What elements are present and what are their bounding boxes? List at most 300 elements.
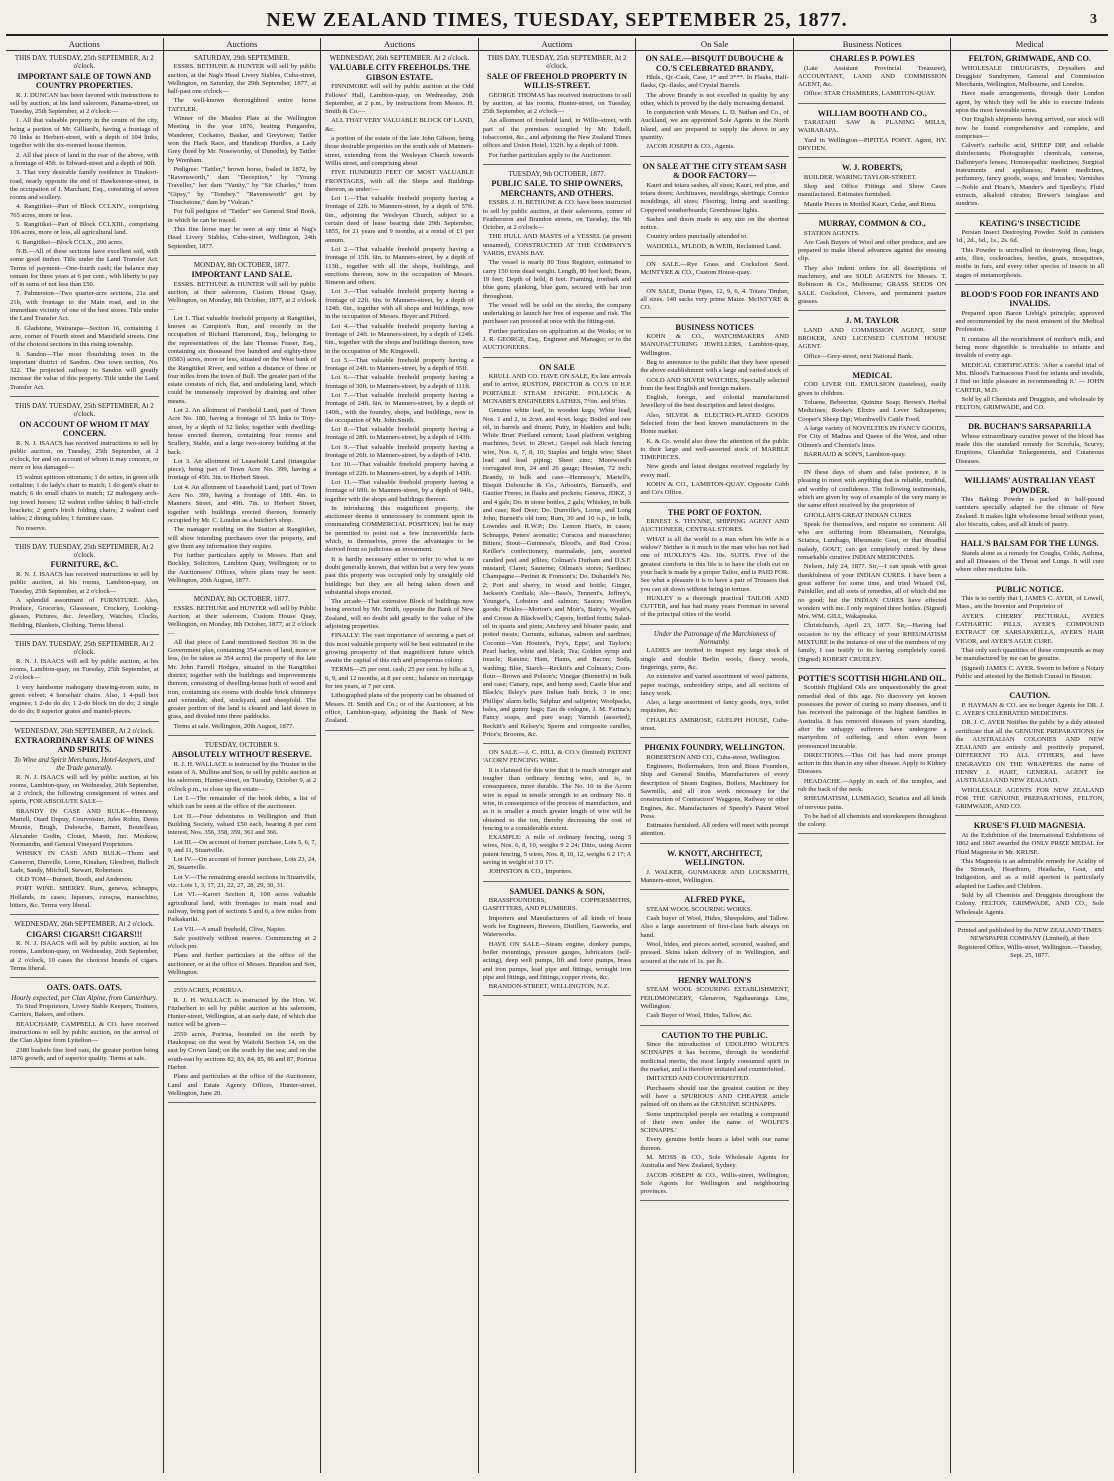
ad-paragraph: Hhds., Qr.-Cask, Case, 1* and 3***. In Flasks, Half-flasks, Qr.-flasks, and Crystal Barrels. bbox=[640, 74, 789, 90]
ad-paragraph: That only such quantities of these compounds as may be manufactured by me can be genuine. bbox=[955, 646, 1105, 663]
ad-paragraph: P. HAYMAN & CO. are no longer Agents for DR. J. C. AYER'S CELEBRATED MEDICINES. bbox=[955, 701, 1105, 717]
ad-paragraph: STATION AGENTS. bbox=[803, 229, 860, 237]
ad-paragraph: For further particulars apply to the Auctioneer. bbox=[488, 151, 612, 159]
ad-paragraph: Lot VI.—Karori Section 8, 100 acres valuable agricultural land, with frontages to main road and railway, being part of sections 5 and 6, a few miles from Paikakariki. bbox=[167, 891, 317, 924]
ad-paragraph: BARRAUD & SON'S, Lambton-quay. bbox=[803, 450, 906, 458]
advertisement bbox=[10, 54, 159, 397]
ad-paragraph: For further particulars apply to Messrs. Hart and Buckley, Solicitors, Lambton Quay, Wellington; or to the Auctioneers' Offices, where plans may be seen. Wellington, 20th August, 1877. bbox=[167, 552, 317, 585]
ad-paragraph: FIVE HUNDRED FEET OF MOST VALUABLE FRONTAGES, with all the Shops and Buildings thereon, as under:— bbox=[325, 169, 474, 193]
ad-paragraph: Purchasers should use the greatest caution or they will have a SPURIOUS AND CHEAPER article palmed off on them as the GENUINE SCHNAPPS. bbox=[640, 1084, 789, 1109]
ad-paragraph: Lot 4.—That valuable freehold property having a frontage of 24ft. to Manners-street, by a depth of 124ft. 6in., together with the shops and buildings thereon, now in the occupation of Mr. Kingswell. bbox=[325, 322, 474, 355]
ad-paragraph: IN these days of sham and false pretence, it is pleasing to meet with anything that is reliable, truthful, and worthy of confidence. The following testimonials, which are given by way of example of the very many to the same effect received by the proprietor of bbox=[797, 469, 947, 510]
column-3 bbox=[321, 38, 479, 1473]
advertisement bbox=[640, 630, 789, 739]
ad-heading: ABSOLUTELY WITHOUT RESERVE. bbox=[171, 750, 312, 760]
ad-heading: WILLIAM BOOTH AND CO., bbox=[817, 108, 927, 118]
ad-heading: DR. BUCHAN'S SARSAPARILLA bbox=[968, 422, 1092, 432]
advertisement bbox=[483, 54, 632, 165]
ad-date: TUESDAY, 9th OCTOBER, 1877. bbox=[508, 169, 606, 178]
ad-paragraph: This Powder is unrivalled in destroying fleas, bugs, ants, flies, cockroaches, beetles, gnats, mosquitoes, moths in furs, and every other species of insects in all stages of metamorphosis. bbox=[955, 246, 1105, 279]
ad-paragraph: 1. All that valuable property in the centre of the city, being a portion of Mr. Gilliard's, having a frontage of 70 links to Herbert-street, with a depth of 104 links, together with the six-roomed house thereon. bbox=[10, 117, 159, 150]
ad-paragraph: 2559 acres, Porirua, bounded on the north by Haukopua; on the west by Waitohi Section 14, on the east by Crown land; on the south by the sea; and on the south-east by sections 82, 83, 84, 85, 86 and 87, Porirua Harbor. bbox=[167, 1030, 317, 1071]
ad-subheading: Under the Patronage of the Marchioness of Normanby. bbox=[653, 629, 776, 647]
columns bbox=[6, 38, 1108, 1473]
ad-paragraph: BEAUCHAMP, CAMPBELL & CO. have received instructions to sell by public auction, on the arrival of the Clan Alpine from Lyttelton— bbox=[10, 1020, 159, 1045]
ad-paragraph: HEADACHE.—Apply in each of the temples, and rub the back of the neck. bbox=[797, 777, 947, 793]
ad-paragraph: An allotment of freehold land, in Willis-street, with part of the premises occupied by Mr. Eskell, tobacconist, &c., and adjoining the New Zealand Times offices and Union Hotel, 132ft. by a depth of 100ft. bbox=[482, 117, 632, 150]
advertisement bbox=[640, 895, 789, 971]
ad-paragraph: In conjunction with Messrs. L. D. Nathan and Co., of Auckland, we are appointed Sole Agents in the North Island, and are prepared to supply the above in any quantity. bbox=[640, 109, 789, 142]
advertisement bbox=[640, 162, 789, 256]
ad-date: WEDNESDAY, 26th SEPTEMBER. At 2 o'clock. bbox=[329, 54, 470, 62]
ad-paragraph: This fine horse may be seen at any time at Nag's Head Livery Stables, Cuba-street, Wellington, 24th September, 1877. bbox=[167, 225, 317, 250]
advertisement bbox=[955, 422, 1104, 471]
ad-paragraph: R. J. H. WALLACE is instructed by the Hon. W. Fitzherbert to sell by public auction at his saleroom, Hunter-street, Wellington, at an early date, of which due notice will be given— bbox=[167, 996, 317, 1029]
ad-paragraph: Also, SILVER & ELECTRO-PLATED GOODS Selected from the best known manufacturers in the Home market. bbox=[640, 411, 789, 436]
ad-paragraph: Lot 1. That valuable freehold property at Rangitikei, known as Campion's Run, and recently in the occupation of Richard Hammond, Esq., belonging to the representatives of the late Thomas Fraser, Esq., containing six thousand five hundred and eighty-three (6583) acres, more or less, situated on the West bank of the Rangitikei River, and within a distance of three or four miles from the town of Bull. The greater part of the estate consists of rich, flat, and undulating land, which could be immensely improved by draining and other means. bbox=[167, 314, 317, 405]
ad-paragraph: Lot 3.—That valuable freehold property having a frontage of 22ft. 6in. to Manners-street, by a depth of 124ft. 6in., together with all shops and buildings, now in the occupation of Messrs. Heyer and Pitford. bbox=[325, 288, 474, 321]
ad-paragraph: ROBERTSON AND CO., Cuba-street, Wellington. bbox=[646, 753, 781, 761]
top-rule bbox=[6, 34, 1108, 36]
ad-paragraph: R. J. DUNCAN has been favored with instructions to sell by auction, at his land saleroom, Panama-street, on Tuesday, 25th September, at 2 o'clock:— bbox=[10, 91, 159, 116]
column-heading: Business Notices bbox=[794, 38, 951, 51]
ad-paragraph: KRULL AND CO. HAVE ON SALE, Ex late arrivals and to arrive, RUSTON, PROCTOR & CO.'S 10 H.P. PORTABLE STEAM ENGINE. POLLOCK & MCNABB'S ENGINEERS LATHES, 7½in. and 9½in. bbox=[482, 373, 632, 405]
ad-paragraph: Lot I.—The remainder of the book debts, a list of which can be seen at the office of the auctioneer. bbox=[167, 795, 317, 811]
ad-paragraph: RHEUMATISM, LUMBAGO, Sciatica and all kinds of nervous pains. bbox=[797, 795, 947, 811]
advertisement bbox=[10, 983, 159, 1068]
ad-heading: ON SALE bbox=[539, 362, 575, 372]
ad-paragraph: WHOLESALE DRUGGISTS, Drysalters and Druggists' Sundrymen, General and Commission Merchants, Wellington, Melbourne, and London. bbox=[955, 64, 1105, 89]
ad-heading: FURNITURE, &C. bbox=[50, 560, 119, 570]
advertisement bbox=[483, 363, 632, 745]
ad-paragraph: Cash buyer of Wool, Hides, Sheepskins, and Tallow. Also a large assortment of first-class bark always on hand. bbox=[640, 915, 789, 939]
column-1 bbox=[6, 38, 164, 1473]
advertisement bbox=[483, 749, 632, 881]
ad-paragraph: EXAMPLE: A mile of ordinary fencing, using 5 wires, Nos. 6, 8, 10, weighs 9 2 24; Ditto, using Acorn patent fencing, 5 wires, Nos. 8, 10, 12, weighs 6 2 17; A saving in weight of 3 0 17. bbox=[482, 834, 632, 867]
ad-paragraph: To be had of all chemists and storekeepers throughout the colony. bbox=[797, 812, 947, 829]
ad-date: THIS DAY. TUESDAY, 25th SEPTEMBER, At 2 o'clock. bbox=[14, 54, 154, 71]
ad-paragraph: AYER'S CHERRY PECTORAL, AYER'S CATHARTIC PILLS, AYER'S COMPOUND EXTRACT OF SARSAPARILLA, AYER'S HAIR VIGOR, and AYER'S AGUE CURE. bbox=[955, 612, 1105, 645]
ad-paragraph: Importers and Manufacturers of all kinds of brass work for Engineers, Brewers, Distillers, Gasworks, and Waterworks. bbox=[482, 914, 632, 939]
advertisement bbox=[955, 821, 1104, 921]
ad-heading: MURRAY, COMMON & CO., bbox=[818, 219, 926, 229]
ad-paragraph: Pedigree: "Tattler," brown horse, foaled in 1872, by "Ravensworth," dam "Deception," by "Young Traveller," her dam "Vanity," by "Sir Charles," from "Gipsy," by "Tombey." "Ravensworth" got by "Touchstone," dam by "Vulcan." bbox=[167, 165, 317, 207]
ad-heading: HALL'S BALSAM FOR THE LUNGS. bbox=[960, 539, 1099, 549]
advertisement bbox=[798, 674, 947, 835]
ad-heading: KEATING'S INSECTICIDE bbox=[979, 218, 1081, 228]
ad-paragraph: Lot 2. An allotment of Freehold Land, part of Town Acre No. 180, having a frontage of 55 links to Tory-street, by a depth of 52 links; together with dwelling-house erected thereon, containing four rooms and Scullery, Stable, and a large two-storey building at the back. bbox=[167, 407, 317, 456]
ad-paragraph: New goods and latest designs received regularly by every mail. bbox=[640, 463, 789, 479]
column-5 bbox=[636, 38, 794, 1473]
ad-paragraph: KOHN & CO., LAMBTON-QUAY. Opposite Cobb and Co's Office. bbox=[640, 481, 789, 497]
ad-paragraph: Stands alone as a remedy for Coughs, Colds, Asthma, and all Diseases of the Throat and Lungs. It will cure where other medicine fails. bbox=[955, 549, 1105, 574]
ad-paragraph: Some unprincipled people are retailing a compound of their own under the name of 'WOLFE'S SCHNAPPS.' bbox=[640, 1110, 789, 1135]
ad-paragraph: Also, a large assortment of fancy goods, toys, toilet requisites, &c. bbox=[640, 699, 789, 715]
advertisement bbox=[798, 469, 947, 669]
advertisement bbox=[798, 163, 947, 214]
ad-paragraph: Genuine white lead, in wooden kegs; White lead, Nos. 1 and 2, in 2cwt. and 4cwt. kegs; Boiled and raw oil, in barrels and drums; Putty, in bladders and bulk; White Brun' Portland cement; Lead platform weighing machines, 5cwt. to 20cwt.; Gospel oak black fencing wire, Nos. 6, 7, 8, 10; Staples and bright wire; Sheet lead and lead piping; Sheet zinc; Morewood's corrugated iron, 24 and 26 gauge; Hessian, 72 inch; Brandy, in bulk and case—Hennessy's, Martell's, Bisquit Dubouche & Co., Arbouin's, Barnard's, and Gautier Freres; in flasks and pockets; Geneva, JDKZ, 3 and 4 gals; Do. in stone bottles, 2 gals; Whiskey, in bulk and case; Red Deer; Do. Dunville's, Lorne, and Long John; Burnett's old tom; Rum, 30 and 10 o.p., in bulk, Lowndes and R.W.P.; Do. Lemon Hart's, in cases; Schnapps, Peters' aromatic; Curacoa and maraschino; Bitters; Stout—Guinness's, Blood's, and Red Cross; Keiller's confectionery, marmalade, jam, assorted candied peel and jellies; Colman's Durham and D.S.F. mustard; Claret; Sauterne; Oilman's stores; Sardines; Champagne—Perinet & Fromont's; Do. Duhardel's No. 2; Port and sherry, in wood and bottle; Ginger, Jackson's Cordials; Ale—Bass's, Tennent's, Jeffrey's, Younger's, Lobsters and salmon; Sauces; Woollen goods; Pickles—Morton's and Moir's, Batty's, Wyatt's, and Crosse & Blackwell's; Capers, bottled fruits; Salad-oil in quarts and pints; Anchovy and bloater paste, and potted meats; Currants, sultanas, salmon and sardines; Coconut—Van Houten's, Fry's, Epps', and Taylor's; Pearl barley, white and black; Tea; Golden syrup and treacle; Raisins; Ham, Hams, and Bacon; Soda, washing; Blue, Starch—Reckitt's and Colman's; Corn-flour—Brown and Polson's; Vinegar (Burnett's) in bulk and case; Canary, rape, and hemp seed; Castle blue and Black's; Ilsley's pure Indian bath brick, 3 in one; Phillips' alarm bells; Sulphur and saltpetre; Woolpacks, bales, and gunny bags; Eau de cologne, J. M. Farina's; Fancy soaps, and pure soap; Varnish (assorted), Reckitt's and Kelsey's; Sperm and composite candles, Price's; Brooms, &c. bbox=[482, 407, 632, 738]
ad-paragraph: Toluene, Bebeerine, Quinine Soap; Brown's Herbal Medicines; Rooke's Elixirs and Lever Saltzapenes; Cooper's Sheep Dip; Wombwell's Cattle Food. bbox=[797, 399, 947, 423]
ad-date: TUESDAY, OCTOBER 9. bbox=[204, 741, 279, 750]
advertisement bbox=[640, 743, 789, 843]
ad-paragraph: No reserve. bbox=[16, 524, 47, 532]
ad-paragraph: Lot 8.—That valuable freehold property having a frontage of 28ft. to Manners-street, by a depth of 143ft. bbox=[325, 426, 474, 442]
ad-paragraph: FINALLY: The vast importance of securing a part of this most valuable property will be best estimated in the growing prosperity of that magnificent future which awaits the capital of this rich and prosperous colony. bbox=[325, 632, 474, 665]
ad-paragraph: Lot 5.—That valuable freehold property having a frontage of 24ft. to Manners-street, by a depth of 95ft. bbox=[325, 356, 474, 373]
ad-paragraph: TERMS—25 per cent. cash; 25 per cent. by bills at 3, 6, 9, and 12 months, at 8 per cent.; balance on mortgage for ten years, at 7 per cent. bbox=[325, 666, 474, 691]
ad-paragraph: Sale positively without reserve. Commencing at 2 o'clock pm. bbox=[167, 934, 317, 951]
advertisement bbox=[10, 640, 159, 722]
ad-paragraph: JOHNSTON & CO., Importers. bbox=[488, 868, 573, 876]
ad-paragraph: Every genuine bottle bears a label with our name thereon. bbox=[640, 1136, 789, 1152]
ad-paragraph: A large variety of NOVELTIES IN FANCY GOODS, For City of Madras and Queen of the West, and other Oilmen's and Chemist's lines. bbox=[797, 424, 947, 449]
ad-paragraph: An extensive and varied assortment of wool patterns, paper tracings, embroidery strips, and all sections of fancy work. bbox=[640, 673, 789, 697]
advertisement bbox=[640, 976, 789, 1026]
ad-paragraph: N.B.—All of these sections have excellent soil, with some good timber. Title under the Land Transfer Act. Terms of payment—One-fourth cash; the balance may remain for three years at 6 per cent., with liberty to pay off in sums of not less than £50. bbox=[10, 247, 159, 289]
ad-paragraph: WHOLESALE AGENTS FOR NEW ZEALAND FOR THE GENUINE PREPARATIONS, FELTON, GRIMWADE, AND CO. bbox=[955, 786, 1105, 811]
ad-paragraph: Sold by all Chemists and Druggists throughout the Colony. FELTON, GRIMWADE, AND CO., Sole Wholesale Agents. bbox=[955, 892, 1105, 916]
ad-paragraph: R. N. J. ISAACS has received instructions to sell by public auction, on Tuesday, 25th September, at 2 o'clock, for and on account of whom it may concern, or more or less damaged— bbox=[10, 439, 159, 472]
ad-paragraph: Plans and further particulars at the office of the auctioneer, or at the office of Messrs. Brandon and Son, Wellington. bbox=[167, 952, 317, 976]
advertisement bbox=[168, 987, 317, 1103]
ad-heading: POTTIE'S SCOTTISH HIGHLAND OIL. bbox=[798, 673, 947, 683]
ad-paragraph: 4. Rangitikei—Part of Block CCLXIV., comprising 765 acres, more or less. bbox=[10, 203, 159, 219]
ad-paragraph: Lot 3. An allotment of Leasehold Land (triangular piece), being part of Town Acre No. 399, having a frontage of 45ft. 3in. to Herbert Street. bbox=[167, 457, 317, 482]
ad-paragraph: K. & Co. would also draw the attention of the public to their large and well-assorted stock of MARBLE TIMEPIECES. bbox=[640, 437, 789, 462]
ad-paragraph: Whose extraordinary curative power of the blood has made this the standard remedy for Scrofula, Scurvy, Eruptions, Glandular Enlargements, and Cutaneous Diseases. bbox=[955, 432, 1105, 465]
ad-paragraph: For full pedigree of "Tattler" see General Stud Book, in which he can be traced. bbox=[167, 208, 317, 224]
ad-paragraph: BRANDY IN CASE AND BULK—Hennessy, Martell, Otard Dupuy, Courvoisier, Jules Robin, Denis Mounie, Brugh, Dubouche, Barnett, Boutelleau, Alexander Godin, Clouet, Marett, Jno. Meukow, Normandin, and General Vineyard Proprietors. bbox=[10, 807, 159, 848]
ad-paragraph: Lot 6.—That valuable freehold property having a frontage of 30ft. to Manners-street, by a depth of 111ft. bbox=[325, 374, 474, 390]
advertisement bbox=[168, 261, 317, 590]
ad-paragraph: Our English shipments having arrived, our stock will now be found comprehensive and complete, and comprises— bbox=[955, 116, 1105, 140]
ad-heading: W. KNOTT, ARCHITECT, WELLINGTON. bbox=[667, 848, 763, 868]
ad-paragraph: GEORGE THOMAS has received instructions to sell by auction, at his rooms, Hunter-street, on Tuesday, 25th September, at 2 o'clock— bbox=[482, 91, 632, 116]
ad-paragraph: R. N. J. ISAACS will sell by public auction, at his rooms, Lambton-quay, on Wednesday, 26th September, at 2 o'clock, the following consignment of wines and spirits, FOR ABSOLUTE SALE— bbox=[10, 773, 159, 806]
ad-date: WEDNESDAY, 26th SEPTEMBER, At 2 o'clock. bbox=[14, 726, 155, 735]
ad-paragraph: OLD TOM—Burnett, Booth, and Anderson. bbox=[16, 876, 133, 884]
ad-paragraph: Speak for themselves, and require no comment. All who are suffering from Rheumatism, Neuralgia, Sciatica, Lumbago, Rheumatic Gout, or that dreadful malady, GOUT, can get completely cured by these remarkable curative INDIAN MEDICINES. bbox=[797, 520, 947, 562]
advertisement bbox=[640, 288, 789, 318]
ad-paragraph: Lot 2.—That valuable freehold property having a frontage of 15ft. 6in. to Manners-street, by a depth of 113ft., together with all the shops, buildings, and erections thereon, now in the occupation of Messrs. Simeon and others. bbox=[325, 245, 474, 287]
ad-paragraph: A splendid assortment of FURNITURE. Also, Produce, Groceries, Glassware, Crockery, Looking-glasses, Pictures, &c. Jewellery, Watches, Clocks, Bedding, Blankets, Clothing. Terms liberal. bbox=[10, 596, 159, 629]
ad-paragraph: ESSRS. BETHUNE and HUNTER will sell by Public Auction, at their saleroom, Custom House Quay, Wellington, on Monday, 8th October, 1877, at 2 o'clock— bbox=[167, 604, 317, 637]
ad-paragraph: Sold by all Chemists and Druggists, and wholesale by FELTON, GRIMWADE, and CO. bbox=[955, 395, 1105, 412]
ad-paragraph: Scottish Highland Oils are unquestionably the great remedial deal of this age. No discovery yet known possesses the power of curing so many diseases, and it has received the patronage of the highest families in Australia. It has removed diseases of years standing, after the unhappy sufferers have undergone a martyrdom of suffering, and often even been pronounced incurable. bbox=[797, 684, 947, 750]
advertisement bbox=[955, 290, 1104, 418]
ad-heading: PUBLIC SALE. TO SHIP OWNERS, MERCHANTS, AND OTHERS. bbox=[491, 179, 623, 198]
ad-paragraph: Kauri and totara sashes, all sizes; Kauri, red pine, and totara doors; Architraves, mouldings, skirtings; Cornice mouldings, all sizes; Flooring, lining and scantling; Coppered weatherboards; Greenhouse lights. bbox=[640, 181, 789, 214]
ad-paragraph: PORT WINE. SHERRY. Rum, geneva, schnapps, Hollands, in cases; liqueurs, curaçoa, maraschino, bitters, &c. Terms very liberal. bbox=[10, 885, 159, 910]
ad-paragraph: It is claimed for this wire that it is much stronger and tougher than ordinary fencing wire, and is, in consequence, more durable. The No. 10 in the Acorn wire is equal in tensile strength to an ordinary No. 8 wire, in consequence of the process of manufacture, and as it is smaller a much greater length of wire will be obtained to the ton, thereby decreasing the cost of fencing to a considerable extent. bbox=[482, 766, 632, 832]
ad-paragraph: Nelson, July 24, 1877. Sir,—I can speak with great thankfulness of your INDIAN CURES. I have been a great sufferer for some time, and tried Wizard Oil, Painkiller, and all sorts of remedies, all of which did me no good; but the INDIAN CURES have effected wonders with me. I only required three bottles. (Signed) Mrs. WM. GILL, Wakapuaka. bbox=[797, 563, 947, 621]
ad-paragraph: 2559 ACRES, PORIRUA. bbox=[173, 987, 244, 995]
advertisement bbox=[640, 54, 789, 157]
ad-paragraph: 3. That very desirable family residence in Tinakori-road, nearly opposite the end of Hawkestone-street, in the occupation of J. Marchant, Esq., consisting of seven rooms and scullery. bbox=[10, 169, 159, 202]
ad-paragraph: GHOLLAH'S GREAT INDIAN CURES bbox=[803, 511, 912, 519]
ad-heading: WILLIAMS' AUSTRALIAN YEAST POWDER. bbox=[964, 476, 1096, 495]
ad-paragraph: Lot 11.—That valuable freehold property having a frontage of 69ft. to Manners-street, by a depth of 94ft., together with the shops and buildings thereon. bbox=[325, 478, 474, 503]
column-heading: Auctions bbox=[479, 38, 636, 51]
ad-heading: PHŒNIX FOUNDRY, WELLINGTON. bbox=[644, 743, 785, 753]
ad-paragraph: ALL THAT VERY VALUABLE BLOCK OF LAND, &c. bbox=[325, 117, 474, 133]
ad-paragraph: IMITATED AND COUNTERFEITED. bbox=[646, 1075, 750, 1083]
ad-paragraph: Lot IV.—On account of former purchase, Lots 23, 24, 26, Stuartville. bbox=[167, 856, 317, 872]
ad-paragraph: KOHN & CO., WATCHMAKERS AND MANUFACTURING JEWELLERS, Lambton-quay, Wellington. bbox=[640, 333, 789, 357]
ad-paragraph: TARATAHI SAW & PLANING MILLS, WAIRARAPA. bbox=[797, 119, 947, 135]
ad-paragraph: Sashes and doors made to any size on the shortest notice. bbox=[640, 215, 789, 232]
ad-paragraph: Winner of the Maiden Plate at the Wellington Meeting in the year 1876, beating Pungarehu, Wanderer, Cockatoo, Baskar, and Greytown; Tattler won the Hack Race, and Handicap Hurdles, a Lady Grey (bred by Mr. Noseworthy, of Dunedin), by Tattler by Wrenham. bbox=[167, 115, 317, 164]
ad-paragraph: Beg to announce to the public that they have opened the above establishment with a large and varied stock of bbox=[640, 358, 789, 375]
ad-paragraph: This Magnesia is an admirable remedy for Acidity of the Stomach, Heartburn, Headache, Gout, and Indigestion, and as a mild aperient is particularly adapted for Ladies and Children. bbox=[955, 857, 1105, 890]
ad-paragraph: Lot II.—Four debentures in Wellington and Hutt Building Society, valued £50 each, bearing 8 per cent interest, Nos. 356, 358, 359, 361 and 366. bbox=[167, 812, 317, 837]
advertisement bbox=[798, 371, 947, 464]
masthead bbox=[6, 6, 1108, 34]
ad-paragraph: 5. Rangitikei—Part of Block CCLXIII., comprising 106 acres, more or less, all agricultural land. bbox=[10, 221, 159, 237]
advertisement bbox=[955, 585, 1104, 686]
ad-paragraph: Office: STAR CHAMBERS, LAMBTON-QUAY. bbox=[803, 90, 936, 98]
ad-paragraph: Calvert's carbolic acid, SHEEP DIP, and reliable disinfectants; Photographic chemicals, cameras, Dallmeyer's lenses; Homœopathic medicines; Surgical instruments and appliances; Patent medicines, perfumery, fancy goods, soaps, and brushes; Varnishes—Noble and Hoare's, Mander's and Spedley's; Fluid extracts, alkaloid citrates; Brewer's isinglass and sundries. bbox=[955, 142, 1105, 208]
ad-paragraph: LADIES are invited to inspect my large stock of single and double Berlin wools, fleecy wools, fingerings, yarns, &c. bbox=[640, 647, 789, 671]
ad-paragraph: Plans and particulars at the office of the Auctioneer, Land and Estate Agency Offices, Hunter-street. Wellington, June 20. bbox=[167, 1073, 317, 1097]
ad-paragraph: Lithographed plans of the property can be obtained of Messrs. H. Smith and Co.; or of the Auctioneer, at his office, Lambton-quay, adjoining the Bank of New Zealand. bbox=[325, 692, 474, 725]
ad-date: MONDAY, 8th OCTOBER, 1877. bbox=[193, 260, 290, 269]
ad-date: THIS DAY. TUESDAY, 25th SEPTEMBER, At 2 o'clock. bbox=[14, 401, 154, 419]
ad-heading: VALUABLE CITY FREEHOLDS. THE GIBSON ESTATE. bbox=[329, 63, 470, 82]
ad-heading: IMPORTANT LAND SALE. bbox=[191, 270, 293, 280]
advertisement bbox=[955, 54, 1104, 214]
advertisement bbox=[10, 543, 159, 635]
ad-paragraph: R. J. H. WALLACE is instructed by the Trustee in the estate of A. Mullins and Son, to sell by public auction at his saleroom, Hunter-street, on Tuesday, October 9, at 2 o'clock p.m., to close up the estate— bbox=[167, 760, 317, 793]
ad-paragraph: Lot III.—On account of former purchase, Lots 5, 6, 7, 9, and 11, Stuartville. bbox=[167, 838, 317, 854]
ad-date: THIS DAY. TUESDAY, 25th SEPTEMBER, At 2 o'clock. bbox=[487, 54, 627, 71]
column-7 bbox=[951, 38, 1108, 1473]
ad-paragraph: R. N. J. ISAACS has received instructions to sell by public auction, at his rooms, Lambton-quay, on Tuesday, 25th September, at 2 o'clock— bbox=[10, 570, 159, 595]
ad-paragraph: All that piece of Land mentioned Section 36 in the Government plan, containing 354 acres of land, more or less, (to be taken as 354 acres) the property of the late Mr. John Farrell Hodges, situated in the Rangitikei district; together with the buildings and improvements thereon, consisting of dwelling-house built of wood and iron, containing six rooms with double brick chimneys and verandah; shed, stockyard, and sheepfold. The greater portion of the land is cleared and laid down in grass, and divided into three paddocks. bbox=[167, 638, 317, 721]
ad-paragraph: DR. J. C. AYER Notifies the public by a duly attested certificate that all the GENUINE PREPARATIONS for the AUSTRALIAN COLONIES AND NEW ZEALAND are entirely and positively prepared, DIFFERENT TO ALL OTHERS, and have ENGRAVED ON THE WRAPPERS the name of HENRY J. HART, GENERAL AGENT for AUSTRALIA AND NEW ZEALAND. bbox=[955, 719, 1105, 785]
advertisement bbox=[798, 54, 947, 104]
ad-paragraph: The well-known thoroughbred entire horse TATTLER. bbox=[167, 97, 317, 113]
ad-heading: BUSINESS NOTICES bbox=[675, 322, 754, 332]
advertisement bbox=[483, 170, 632, 358]
ad-paragraph: (Late Assistant Provincial Treasurer), ACCOUNTANT, LAND AND COMMISSION AGENT, &c. bbox=[797, 64, 947, 89]
ad-subheading: Hourly expected, per Clan Alpine, from Canterbury. bbox=[11, 993, 158, 1002]
ad-paragraph: The vessel will be sold on the stocks, the company undertaking to launch her free of expense and risk. The purchaser can proceed at once with the fitting-out. bbox=[482, 301, 632, 326]
column-heading: On Sale bbox=[636, 38, 793, 51]
ad-paragraph: Lot 7.—That valuable freehold property having a frontage of 24ft. 6in. to Manners-street, by a depth of 149ft., with the foundry, shops, and buildings, now in the occupation of Mr. John Smith. bbox=[325, 391, 474, 424]
ad-heading: J. M. TAYLOR bbox=[845, 316, 899, 326]
advertisement bbox=[955, 219, 1104, 285]
ad-paragraph: BRANDON-STREET, WELLINGTON, N.Z. bbox=[488, 983, 610, 991]
advertisement bbox=[955, 476, 1104, 534]
ad-paragraph: COD LIVER OIL EMULSION (tasteless), easily given to children. bbox=[797, 381, 947, 397]
advertisement bbox=[10, 920, 159, 978]
ad-heading: FELTON, GRIMWADE, AND CO. bbox=[968, 54, 1091, 63]
ad-paragraph: ON SALE.—Rye Grass and Cocksfoot Seed. McINTYRE & CO., Custom House-quay. bbox=[640, 261, 789, 277]
ad-paragraph: 9. Sandon—The most flourishing town in the important district of Sandon. One town section, No. 322. The projected railway to Sandon will greatly increase the value of this property. Title under the Land Transfer Act. bbox=[10, 350, 159, 391]
ad-paragraph: STEAM WOOL SCOURING WORKS. bbox=[646, 905, 753, 913]
ad-paragraph: ON SALE.—J. C. HILL & CO.'s (limited) PATENT 'ACORN' FENCING WIRE. bbox=[482, 749, 632, 765]
ad-paragraph: English, foreign, and colonial manufactured Jewellery of the best description and latest designs. bbox=[640, 394, 789, 410]
ad-heading: CIGARS! CIGARS!! CIGARS!!! bbox=[26, 929, 143, 939]
ad-heading: ALFRED PYKE, bbox=[684, 895, 745, 905]
advertisement bbox=[10, 402, 159, 538]
advertisement bbox=[640, 1031, 789, 1202]
column-heading: Auctions bbox=[164, 38, 321, 51]
advertisement bbox=[10, 727, 159, 916]
ad-paragraph: THE HULL AND MASTS of a VESSEL (at present unnamed), CONSTRUCTED AT THE COMPANY'S YARDS, EVANS BAY. bbox=[482, 233, 632, 258]
ad-paragraph: Lot 4. An allotment of Leasehold Land, part of Town Acre No. 399, having a frontage of 18ft. 4in. to Manners Street, and 49ft. 7in. to Herbert Street, together with buildings erected thereon, formerly occupied by Mr. C. Loudon as a butcher's shop. bbox=[167, 483, 317, 524]
ad-paragraph: Cash Buyer of Wool, Hides, Tallow, &c. bbox=[646, 1012, 753, 1020]
ad-paragraph: 2380 bushels fine feed oats, the greater portion being 1876 growth, and of superior quality. Terms at sale. bbox=[10, 1046, 159, 1062]
ad-paragraph: At the Exhibition of the International Exhibitions of 1862 and 1867 awarded the ONLY PRIZE MEDAL for Fluid Magnesia to Mr. KRUSE. bbox=[955, 831, 1105, 856]
ad-date: THIS DAY. TUESDAY, 25th SEPTEMBER, At 2 o'clock. bbox=[14, 640, 154, 657]
ad-paragraph: CHARLES AMBROSE, GUELPH HOUSE, Cuba-street. bbox=[640, 716, 789, 732]
advertisement bbox=[798, 219, 947, 311]
ad-paragraph: This Baking Powder is packed in half-pound canisters specially adapted for the climate of New Zealand. It makes light wholesome bread without yeast, also biscuits, cakes, and all kinds of pastry. bbox=[955, 496, 1105, 528]
ad-date: MONDAY, 8th OCTOBER, 1877. bbox=[193, 595, 290, 604]
ad-heading: EXTRAORDINARY SALE OF WINES AND SPIRITS. bbox=[14, 735, 154, 755]
ad-paragraph: WHAT is all the world to a man when his wife is a widow? Neither is it much to the man who has not had one of HUXLEY'S 42s. 10s. SUITS. Five of the greatest comforts in this life is to have the cloth cut on your back is made by a proper Tailor, and is PAID FOR. See what a pleasure it is to have a pair of Trousers that you can sit down without being in torture. bbox=[640, 535, 789, 593]
advertisement bbox=[168, 595, 317, 736]
ad-paragraph: Mantle Pieces in Mottled Kauri, Cedar, and Rimu. bbox=[803, 200, 937, 208]
column-heading: Auctions bbox=[321, 38, 478, 51]
ad-paragraph: Lot VII.—A small freehold, Clive, Napier. bbox=[173, 925, 286, 933]
ad-paragraph: STEAM WOOL SCOURING ESTABLISHMENT, FEILDMONGERY, Glenavon, Ngahauranga Line, Wellington. bbox=[640, 986, 789, 1011]
ad-heading: CHARLES P. POWLES bbox=[829, 54, 915, 63]
ad-paragraph: Prepared upon Baron Liebig's principle; approved and recommended by the most eminent of the Medical Profession. bbox=[955, 309, 1105, 334]
ad-paragraph: LAND AND COMMISSION AGENT, SHIP BROKER, AND LICENSED CUSTOM HOUSE AGENT. bbox=[797, 326, 947, 351]
column-heading: Medical bbox=[951, 38, 1108, 51]
ad-heading: MEDICAL bbox=[852, 370, 892, 380]
ad-paragraph: JACOB JOSEPH & CO., Willis-street, Wellington, Sole Agents for Wellington and neighbouring provinces. bbox=[640, 1171, 789, 1196]
ad-heading: CAUTION TO THE PUBLIC. bbox=[661, 1030, 768, 1040]
masthead-title: NEW ZEALAND TIMES, TUESDAY, SEPTEMBER 25, 1877. bbox=[266, 9, 848, 31]
ad-paragraph: Engineers, Boilermakers, Iron and Brass Founders, Ship and General Smiths, Manufacturers of every description of Steam Engines, Boilers, Machinery for Sawmills, and all iron work necessary for the construction of Contractors' Waggons, Railway or other Engines, &c. Manufacturers of Speedy's Patent Wool Press. bbox=[640, 763, 789, 820]
advertisement bbox=[325, 54, 474, 731]
ad-heading: BLOOD'S FOOD FOR INFANTS AND INVALIDS. bbox=[960, 289, 1099, 309]
ad-paragraph: a portion of the estate of the late John Gibson, being those desirable properties on the south side of Manners-street, extending from the Wesleyan Church towards Willis street, and comprising about bbox=[325, 135, 474, 167]
ad-heading: SALE OF FREEHOLD PROPERTY IN WILLIS-STREET. bbox=[486, 71, 628, 91]
ad-paragraph: Persian Insect Destroying Powder. Sold in canisters 1d., 2d., 6d., 1s., 2s. 6d. bbox=[955, 229, 1105, 245]
ad-paragraph: It is hardly necessary either to refer to what is no doubt generally known, that within but a very few years past this property was occupied only by unsightly old buildings; but they are all being taken down and substantial shops erected. bbox=[325, 555, 474, 596]
advertisement bbox=[955, 691, 1104, 816]
ad-heading: OATS. OATS. OATS. bbox=[46, 983, 122, 993]
ad-paragraph: J. WALKER, GUNMAKER AND LOCKSMITH, Manners-street, Wellington. bbox=[640, 868, 789, 885]
ad-paragraph: In introducing this magnificent property, the auctioneer deems it unnecessary to comment upon its commanding COMMERCIAL POSITION; but he may be permitted to point out a few inconvertible facts which, in themselves, prove the advantages to be derived from so judicious an investment. bbox=[325, 504, 474, 554]
advertisement bbox=[640, 508, 789, 625]
ad-paragraph: Terms at sale. Wellington, 20th August, 1877. bbox=[173, 722, 295, 730]
ad-paragraph: Office—Grey-street, next National Bank. bbox=[803, 352, 914, 360]
ad-paragraph: JACOB JOSEPH & CO., Agents. bbox=[646, 143, 735, 151]
ad-paragraph: Lot V.—The remaining unsold sections in Stuartville, viz.: Lots 1, 3, 17, 21, 22, 27, 28, 29, 30, 31. bbox=[167, 873, 317, 890]
ad-paragraph: WHISKY IN CASE AND BULK—Thom and Cameron, Dunville, Lorne, Kinahan, Glenlivet, Bulloch Lade, Sandy, Mitchell, Stewart, Robertson. bbox=[10, 850, 159, 874]
ad-paragraph: 1 very handsome mahogany drawing-room suite, in green velvet; 4 horsehair chairs. Also, 1 4-pull box engines; 1 2-do do do; 1 2-do block tin do do; 2 single do do do; 8 superior grates and mantel-pieces. bbox=[10, 683, 159, 716]
ad-paragraph: 7. Palmerston—Two quarter-acre sections, 21a and 21b, with frontage to the Main road, and in the immediate vicinity of one of the best stores. Title under the Land Transfer Act. bbox=[10, 290, 159, 323]
ad-heading: ON SALE.—BISQUIT DUBOUCHE & CO.'S CELEBRATED BRANDY, bbox=[645, 54, 784, 73]
ad-paragraph: Further particulars on application at the Works; or to J. R. GEORGE, Esq., Engineer and Manager; or to the AUCTIONEERS. bbox=[482, 327, 632, 352]
advertisement bbox=[483, 887, 632, 997]
ad-paragraph: This is to certify that I, JAMES C. AYER, of Lowell, Mass., am the Inventor and Proprietor of bbox=[955, 595, 1105, 611]
ad-paragraph: The vessel is nearly 80 Tons Register, estimated to carry 150 tons dead weight. Length, 80 feet keel; Beam, 19 feet; Depth of hold, 8 feet. Framing, ironbark and blue gum; planking, blue gum, secured with bar iron throughout. bbox=[482, 259, 632, 300]
ad-paragraph: MEDICAL CERTIFICATES: 'After a careful trial of Mrs. Blood's Farinaceous Food for infants and invalids, I find no little pleasure in recommending it.' — JOHN CARTER, M.D. bbox=[955, 361, 1105, 394]
ad-paragraph: It contains all the nourishment of mother's milk, and being more digestible is invaluable to infants and invalids of every age. bbox=[955, 335, 1105, 360]
ad-paragraph: Are Cash Buyers of Wool and other produce, and are prepared to make liberal advances against the ensuing clip. bbox=[797, 238, 947, 263]
ad-paragraph: M. MOSS & CO., Sole Wholesale Agents for Australia and New Zealand, Sydney. bbox=[640, 1153, 789, 1170]
ad-heading: PUBLIC NOTICE. bbox=[996, 584, 1064, 594]
ad-paragraph: Estimates furnished. All orders will meet with prompt attention. bbox=[640, 822, 789, 838]
ad-paragraph: HAVE ON SALE—Steam engine, donkey pumps, boiler mountings, pressure gauges, lubricators (self-acting), deep well pumps, lift and force pumps, brass and iron pumps, lead pipe and fittings, wrought iron pipe and fittings, and fittings, copper rivets, &c. bbox=[482, 940, 632, 981]
ad-paragraph: R. N. J. ISAACS will sell by public auction, at his rooms, Lambton-quay, on Tuesday, 25th September, at 2 o'clock— bbox=[10, 657, 159, 682]
ad-date: SATURDAY, 29th SEPTEMBER. bbox=[194, 54, 290, 62]
ad-paragraph: 15 walnut spittoon ottomans; 1 do settee, in green silk cottaline; 1 do lady's chair to match; 1 do gent's chair to match; 6 do small chairs to match; 12 mahogany arch-top towel horses; 12 walnut coffee tables; 8 half-circle brackets; 2 gent's birch folding chairs; 2 walnut card tables; 2 dining tables; 1 furniture case. bbox=[10, 473, 159, 523]
advertisement bbox=[168, 54, 317, 256]
ad-heading: HENRY WALTON'S bbox=[678, 975, 752, 985]
ad-paragraph: ON SALE, Dunia Pipes, 12, 9, 6, 4. Totara Timber, all sizes. 140 sacks very prime Maize. McINTYRE & CO. bbox=[640, 287, 789, 312]
ad-paragraph: To Stud Proprietors, Livery Stable Keepers, Trainers, Carriers, Bakers, and others. bbox=[10, 1003, 159, 1019]
ad-paragraph: 8. Gladstone, Wairarapa—Section 16, containing 1 acre, corner of Fourth street and Mansfield streets. One of the choicest sections in this rising township. bbox=[10, 324, 159, 349]
ad-paragraph: HUXLEY is a thorough practical TAILOR AND CUTTER, and has had many years Foreman in several of the principal cities of the world. bbox=[640, 594, 789, 619]
ad-paragraph: The above Brandy is not excelled in quality by any other, which is proved by the daily increasing demand. bbox=[640, 91, 789, 107]
advertisement bbox=[640, 849, 789, 891]
ad-paragraph: Lot 10.—That valuable freehold property having a frontage of 22ft. to Manners-street, by a depth of 143ft. bbox=[325, 461, 474, 477]
ad-heading: SAMUEL DANKS & SON, bbox=[509, 886, 605, 896]
ad-paragraph: Since the introduction of UDOLPHO WOLFE'S SCHNAPPS it has become, through its wonderful medicinal merits, the most largely consumed spirit in the market, and is therefore imitated and counterfeited. bbox=[640, 1041, 789, 1074]
ad-paragraph: Christchurch, April 23, 1877. Sir,—Having had occasion to try the efficacy of your RHEUMATISM MIXTURE in the instance of one of the members of my family, I can testify to its having completely cured. (Signed) ROBERT CRUDLEY. bbox=[797, 622, 947, 663]
column-4 bbox=[479, 38, 637, 1473]
ad-paragraph: BUILDER. WARING TAYLOR-STREET. bbox=[803, 173, 917, 181]
column-heading: Auctions bbox=[6, 38, 163, 51]
ad-heading: THE PORT OF FOXTON. bbox=[667, 507, 762, 517]
ad-paragraph: Lot 9.—That valuable freehold property having a frontage of 26ft. to Manners-street, by a depth of 143ft. bbox=[325, 443, 474, 460]
advertisement bbox=[168, 741, 317, 982]
ad-paragraph: Lot 1.—That valuable freehold property having a frontage of 22ft. to Manners-street, by a depth of 57ft. 6in., adjoining the Wesleyan Church, subject to a certain deed of lease bearing date 29th September, 1855, for 21 years and 9 months, at a rental of £1 per annum. bbox=[325, 195, 474, 244]
ad-paragraph: 6. Rangitikei—Block CCLX., 200 acres. bbox=[16, 238, 124, 246]
ad-paragraph: WADDELL, M'LEOD, & WEIR, Reclaimed Land. bbox=[646, 242, 782, 250]
advertisement bbox=[798, 109, 947, 159]
column-6 bbox=[794, 38, 952, 1473]
advertisement bbox=[640, 323, 789, 503]
ad-heading: IMPORTANT SALE OF TOWN AND COUNTRY PROPERTIES. bbox=[17, 71, 152, 91]
ad-subheading: To Wine and Spirit Merchants, Hotel-keepers, and the Trade generally. bbox=[14, 755, 155, 773]
imprint: Printed and published by the NEW ZEALAND TIMES NEWSPAPER COMPANY (Limited), at their Registered Office, Willis-street, Wellington.—Tuesday, Sept. 25, 1877. bbox=[957, 926, 1102, 959]
ad-paragraph: DIRECTIONS.—This Oil has had more prompt action in this than in any other disease. Apply to Kidney Diseases. bbox=[797, 751, 947, 776]
ad-heading: ON ACCOUNT OF WHOM IT MAY CONCERN. bbox=[19, 419, 150, 439]
advertisement bbox=[640, 261, 789, 283]
ad-paragraph: (Signed) JAMES C. AYER. Sworn to before a Notary Public and attested by the British Consul in Boston. bbox=[955, 664, 1105, 680]
ad-paragraph: Have made arrangements, through their London agent, by which they will be able to execute Indents upon the most favorable terms. bbox=[955, 90, 1105, 114]
ad-paragraph: FINNIMORE will sell by public auction at the Odd Fellows' Hall, Lambton-quay, on Wednesday, 26th September, at 2 p.m., by instructions from Messrs. H. Smith & Co.— bbox=[325, 83, 474, 116]
ad-paragraph: ERNEST S. THYNNE, SHIPPING AGENT AND AUCTIONEER, CENTRAL STORES. bbox=[640, 518, 789, 534]
column-2 bbox=[164, 38, 322, 1473]
ad-paragraph: Country orders punctually attended to. bbox=[646, 233, 748, 241]
ad-heading: ON SALE AT THE CITY STEAM SASH & DOOR FACTORY— bbox=[642, 161, 787, 181]
ad-paragraph: They also indent orders for all descriptions of machinery, and are SOLE AGENTS for Messrs. T. Robinson & Co., Melbourne; GRASS SEEDS ON SALE. Cocksfoot, Clovers, and permanent pasture grasses. bbox=[797, 264, 947, 305]
ad-paragraph: ESSRS. J. H. BETHUNE & CO. have been instructed to sell by public auction, at their salerooms, corner of Featherston and Brandon streets, on Tuesday, the 9th October, at 2 o'clock— bbox=[482, 199, 632, 232]
ad-paragraph: Shop and Office Fittings and Show Cases manufactured. Estimates furnished. bbox=[797, 183, 947, 199]
ad-paragraph: BRASSFOUNDERS, COPPERSMITHS, GASFITTERS, AND PLUMBERS. bbox=[482, 897, 632, 913]
ad-date: WEDNESDAY, 26th SEPTEMBER, At 2 o'clock. bbox=[14, 920, 155, 929]
ad-date: THIS DAY. TUESDAY, 25th SEPTEMBER, At 2 o'clock. bbox=[14, 542, 154, 560]
ad-paragraph: Yard in Wellington—PIPITEA POINT. Agent, HY. DRYDEN. bbox=[797, 136, 947, 153]
ad-heading: W. J. ROBERTS, bbox=[841, 163, 903, 173]
advertisement bbox=[798, 316, 947, 366]
ad-paragraph: ESSRS. BETHUNE & HUNTER will sell by public auction, at their saleroom, Custom House Quay, Wellington, on Monday, 8th October, 1877, at 2 o'clock— bbox=[167, 280, 317, 313]
ad-paragraph: The manager residing on the Station at Rangitikei, will show intending purchasers over the property, and give them any information they require. bbox=[167, 526, 317, 550]
ad-paragraph: Wool, hides, and pieces sorted, scoured, washed, and pressed. Skins taken delivery of in Wellington, and scoured at the rate of 1s. per lb. bbox=[640, 941, 789, 965]
ad-paragraph: R. N. J. ISAACS will sell by public auction, at his rooms, Lambton-quay, on Wednesday, 26th September, at 2 o'clock, 10 cases the choicest brands of cigars. Terms liberal. bbox=[10, 940, 159, 973]
ad-paragraph: 2. All that piece of land in the rear of the above, with a frontage of 45ft. to Edward-street and a depth of 90ft. bbox=[10, 151, 159, 167]
